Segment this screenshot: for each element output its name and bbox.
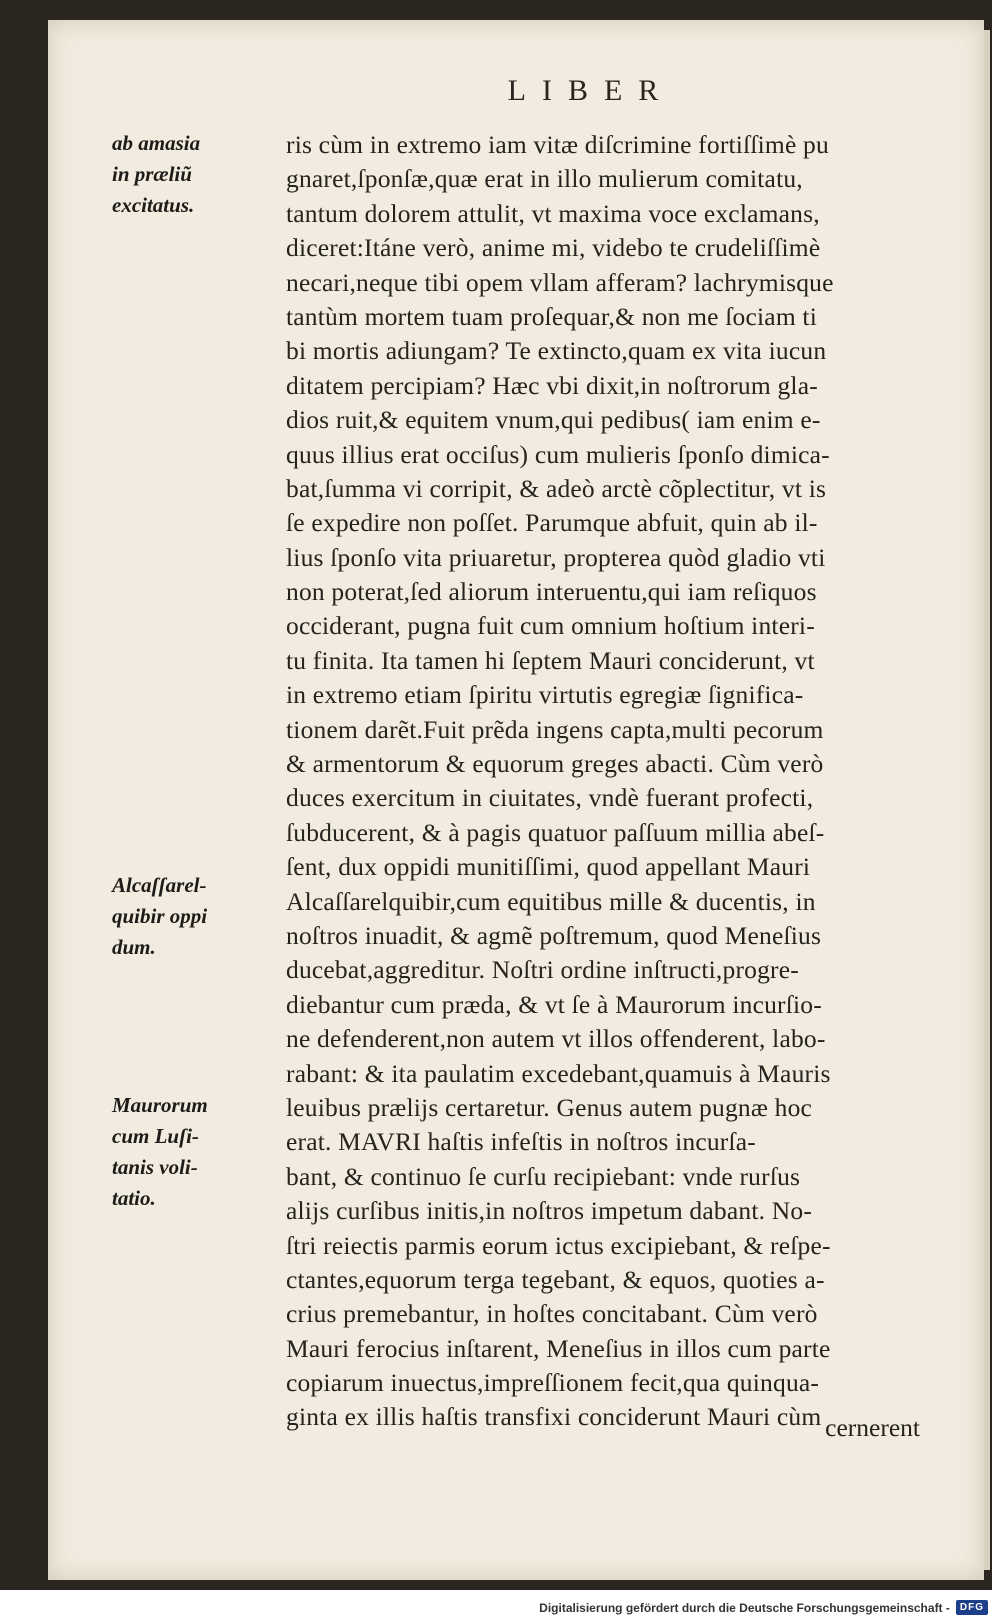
text-line: tantùm mortem tuam proſequar,& non me ſociam ti xyxy=(286,301,818,331)
text-line: tu finita. Ita tamen hi ſeptem Mauri conciderunt, vt xyxy=(286,645,815,675)
margin-note-line: tatio. xyxy=(112,1186,156,1210)
text-line: Alcaſſarelquibir,cum equitibus mille & ducentis, in xyxy=(286,886,816,916)
margin-note-line: tanis voli- xyxy=(112,1155,198,1179)
margin-note-line: Maurorum xyxy=(112,1093,208,1117)
text-line: occiderant, pugna fuit cum omnium hoſtium interi- xyxy=(286,611,815,641)
text-line: necari,neque tibi opem vllam afferam? lachrymisque xyxy=(286,267,834,297)
text-line: ctantes,equorum terga tegebant, & equos, quoties a- xyxy=(286,1264,825,1294)
body-text xyxy=(286,128,1000,1435)
text-line: ris cùm in extremo iam vitæ diſcrimine fortiſſimè pu xyxy=(286,130,829,159)
margin-note-line: ab amasia xyxy=(112,131,201,155)
text-line: in extremo etiam ſpiritu virtutis egregiæ ſignifica- xyxy=(286,680,804,710)
book-page xyxy=(48,20,984,1580)
margin-note-line: in præliũ xyxy=(112,162,192,186)
text-line: non poterat,ſed aliorum interuentu,qui iam reſiquos xyxy=(286,577,817,607)
margin-note-line: dum. xyxy=(112,935,156,959)
text-line: ſubducerent, & à pagis quatuor paſſuum millia abeſ- xyxy=(286,817,825,847)
text-line: bat,ſumma vi corripit, & adeò arctè cõplectitur, vt is xyxy=(286,473,827,503)
text-line: ne defenderent,non autem vt illos offenderent, labo- xyxy=(286,1024,826,1054)
text-line: tionem darẽt.Fuit prẽda ingens capta,multi pecorum xyxy=(286,714,824,744)
dfg-logo: DFG xyxy=(956,1600,988,1615)
text-line: ſe expedire non poſſet. Parumque abfuit, quin ab il- xyxy=(286,508,818,538)
margin-note-line: excitatus. xyxy=(112,193,195,217)
margin-note xyxy=(112,870,207,963)
text-line: dios ruit,& equitem vnum,qui pedibus( iam enim e- xyxy=(286,405,821,435)
text-line: diebantur cum præda, & vt ſe à Maurorum incurſio- xyxy=(286,989,822,1019)
margin-note xyxy=(112,1090,208,1214)
text-line: rabant: & ita paulatim excedebant,quamuis à Mauris xyxy=(286,1058,831,1088)
text-line: quus illius erat occiſus) cum mulieris ſponſo dimica- xyxy=(286,439,830,469)
catchword: cernerent xyxy=(825,1413,920,1442)
text-line: ſtri reiectis parmis eorum ictus excipiebant, & reſpe- xyxy=(286,1230,831,1260)
text-line: tantum dolorem attulit, vt maxima voce exclamans, xyxy=(286,198,820,228)
running-header: LIBER xyxy=(507,74,675,107)
text-line: crius premebantur, in hoſtes concitabant. Cùm verò xyxy=(286,1299,818,1329)
text-line: ſent, dux oppidi munitiſſimi, quod appellant Mauri xyxy=(286,852,811,882)
margin-note-line: Alcaſſarel- xyxy=(112,873,207,897)
digitization-footer xyxy=(539,1600,988,1615)
margin-note-line: cum Luſi- xyxy=(112,1124,199,1148)
text-line: ducebat,aggreditur. Noſtri ordine inſtructi,progre- xyxy=(286,955,799,985)
text-line: erat. MAVRI haſtis infeſtis in noſtros incurſa- xyxy=(286,1127,756,1157)
text-line: & armentorum & equorum greges abacti. Cùm verò xyxy=(286,749,824,779)
text-line: leuibus prælijs certaretur. Genus autem pugnæ hoc xyxy=(286,1092,813,1122)
text-line: ginta ex illis haſtis transfixi conciderunt Mauri cùm xyxy=(286,1402,822,1432)
text-line: Mauri ferocius inſtarent, Meneſius in illos cum parte xyxy=(286,1333,831,1363)
text-line: noſtros inuadit, & agmẽ poſtremum, quod Meneſius xyxy=(286,920,822,950)
footer-text: Digitalisierung gefördert durch die Deutsche Forschungsgemeinschaft - xyxy=(539,1600,950,1615)
text-line: gnaret,ſponſæ,quæ erat in illo mulierum comitatu, xyxy=(286,164,803,194)
text-line: bi mortis adiungam? Te extincto,quam ex vita iucun xyxy=(286,336,827,366)
text-line: diceret:Itáne verò, anime mi, videbo te crudeliſſimè xyxy=(286,233,821,263)
margin-note-line: quibir oppi xyxy=(112,904,208,928)
text-line: duces exercitum in ciuitates, vndè fuerant profecti, xyxy=(286,783,814,813)
text-line: bant, & continuo ſe curſu recipiebant: vnde rurſus xyxy=(286,1161,801,1191)
text-line: copiarum inuectus,impreſſionem fecit,qua quinqua- xyxy=(286,1368,820,1398)
text-line: ditatem percipiam? Hæc vbi dixit,in noſtrorum gla- xyxy=(286,370,818,400)
text-line: lius ſponſo vita priuaretur, propterea quòd gladio vti xyxy=(286,542,826,572)
margin-note xyxy=(112,128,200,221)
text-line: alijs curſibus initis,in noſtros impetum dabant. No- xyxy=(286,1196,813,1226)
